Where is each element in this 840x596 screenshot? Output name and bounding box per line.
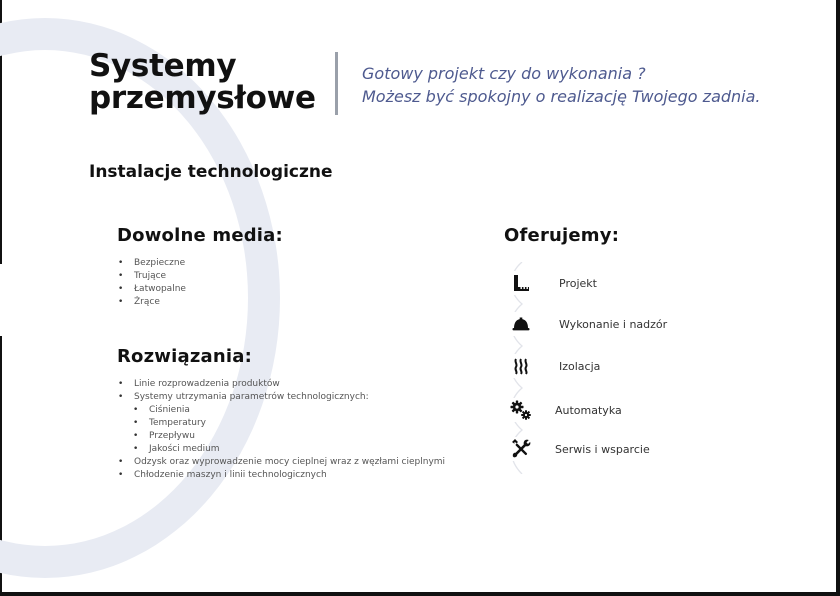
offer-item-izolacja <box>509 354 600 378</box>
frame-notch <box>0 264 3 336</box>
offer-item-serwis <box>509 437 650 461</box>
list-subitem: • Jakości medium <box>118 443 445 456</box>
solutions-list <box>118 378 445 482</box>
list-item: • Żrące <box>118 296 186 309</box>
tagline <box>362 62 761 108</box>
gears-icon <box>509 398 533 422</box>
frame-bottom-edge <box>0 592 840 596</box>
list-subitem: • Ciśnienia <box>118 404 445 417</box>
media-heading: Dowolne media: <box>117 225 283 246</box>
offer-label: Automatyka <box>555 403 622 417</box>
offer-heading: Oferujemy: <box>504 225 620 246</box>
title-divider <box>335 52 338 115</box>
list-subitem: • Temperatury <box>118 417 445 430</box>
offer-item-wykonanie <box>509 312 667 336</box>
list-item: • Trujące <box>118 270 186 283</box>
heat-waves-icon <box>509 354 533 378</box>
page-title <box>89 50 316 114</box>
offer-label: Wykonanie i nadzór <box>559 317 668 331</box>
ruler-icon <box>509 271 533 295</box>
media-list <box>118 257 186 309</box>
title-line-1: Systemy <box>89 48 237 84</box>
tagline-line-2: Możesz być spokojny o realizację Twojego zadnia. <box>362 87 761 106</box>
list-item: • Systemy utrzymania parametrów technologicznych: <box>118 391 445 404</box>
hardhat-icon <box>509 312 533 336</box>
list-item: • Odzysk oraz wyprowadzenie mocy cieplnej wraz z węzłami cieplnymi <box>118 456 445 469</box>
offer-item-automatyka <box>509 398 622 422</box>
solutions-heading: Rozwiązania: <box>117 346 253 367</box>
tools-icon <box>509 437 533 461</box>
list-item: • Chłodzenie maszyn i linii technologicznych <box>118 469 445 482</box>
list-item: • Łatwopalne <box>118 283 186 296</box>
title-line-2: przemysłowe <box>89 80 316 116</box>
section-title: Instalacje technologiczne <box>89 162 333 182</box>
offer-label: Izolacja <box>559 359 601 373</box>
offer-label: Serwis i wsparcie <box>555 442 650 456</box>
frame-right-edge <box>836 0 840 596</box>
offer-item-projekt <box>509 271 597 295</box>
list-subitem: • Przepływu <box>118 430 445 443</box>
list-item: • Bezpieczne <box>118 257 186 270</box>
tagline-line-1: Gotowy projekt czy do wykonania ? <box>362 64 646 83</box>
offer-label: Projekt <box>559 276 597 290</box>
list-item: • Linie rozprowadzenia produktów <box>118 378 445 391</box>
